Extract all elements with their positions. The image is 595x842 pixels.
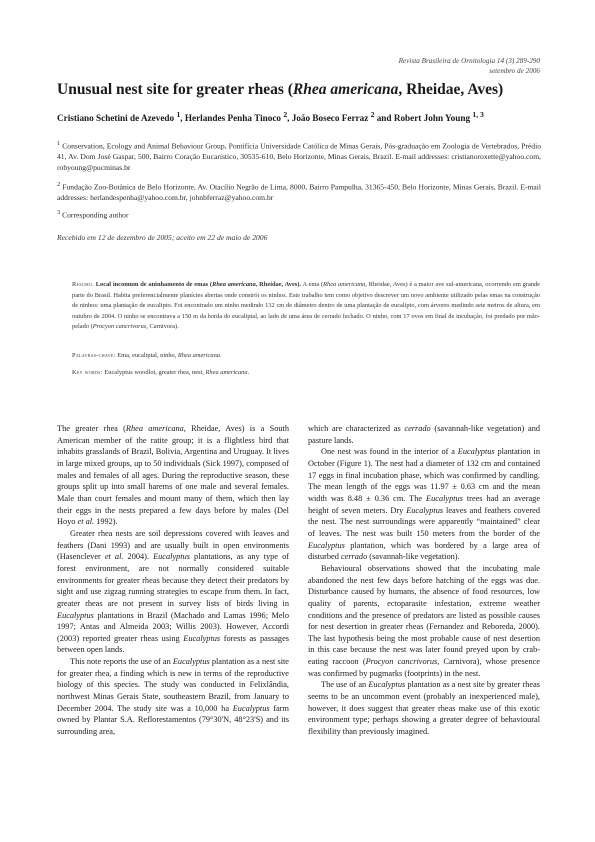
- received-date: Recebido em 12 de dezembro de 2005; aceito em 22 de maio de 2006: [57, 233, 268, 242]
- paragraph: Behavioural observations showed that the incubating male abandoned the nest few days before hatching of the eggs was due. Disturbance caused by humans, the absence of food resources, low quality of parents, ectoparasite infestation, extreme weather conditions and the presence of predators are listed as possible causes for nest desertion in greater rheas (Fernandez and Reboreda, 2000). The last hypothesis being the most probable cause of nest desertion in this case because the nest was later found preyed upon by crab-eating raccoon (Procyon cancrivorus, Carnivora), whose presence was confirmed by pugmarks (footprints) in the nest.: [308, 563, 540, 678]
- paragraph: This note reports the use of an Eucalyptus plantation as a nest site for greater rhea, a finding which is new in terms of the reproductive biology of this species. The study was conducted in Felixlândia, northwest Minas Gerais State, southeastern Brazil, from January to December 2004. The study site was a 10,000 ha Eucalyptus farm owned by Plantar S.A. Reflorestamentos (79°30'N, 48°23'S) and its surrounding area,: [57, 657, 289, 737]
- journal-volume: Revista Brasileira de Ornitologia 14 (3) 289-290: [398, 57, 540, 65]
- key-words: Key words: Eucalyptus woodlot, greater rhea, nest, Rhea americana.: [72, 369, 250, 376]
- affiliation-1: $^1$ Conservation, Ecology and Animal Behaviour Group, Pontifícia Universidade Católica de Minas Gerais, Pós-graduação em Zoologia de Vertebrados, Prédio 41, Av. Dom José Gaspar, 500, Bairro Coração Eucarístico, 30535-610, Belo Horizonte, Minas Gerais, Brazil. E-mail addresses: cristianoroxette@yahoo.com, robyoung@pucminas.br: [57, 140, 541, 172]
- body-column-left: [57, 423, 289, 738]
- paragraph: The use of an Eucalyptus plantation as a nest site by greater rheas seems to be an uncommon event (probably an inexperienced male), however, it does suggest that greater rheas make use of this exotic environment type; perhaps showing a greater degree of behavioural flexibility than previously imagined.: [308, 680, 540, 737]
- paragraph: The greater rhea (Rhea americana, Rheidae, Aves) is a South American member of the ratite group; it is a flightless bird that inhabits grasslands of Brazil, Bolivia, Argentina and Uruguay. It lives in large mixed groups, up to 50 individuals (Sick 1997), composed of males and females of all ages. During the reproductive season, these groups split up into small harems of one male and several females. Male than court females and mount many of them, which then lay their eggs in the nests prepared a few days before by males (Del Hoyo et al. 1992).: [57, 424, 290, 527]
- body-column-right: [308, 423, 540, 738]
- article-title: Unusual nest site for greater rheas (Rhea americana, Rheidae, Aves): [57, 81, 504, 98]
- abstract: Resumo. Local incomum de aninhamento de emas (Rhea americana, Rheidae, Aves). A ema (Rhea americana, Rheidae, Aves) é a maior ave sul-americana, ocorrendo em grande parte do Brasil. Habita preferencialmente planícies abertas onde constrói os ninhos. Este trabalho tem como objetivo descrever um novo ambiente utilizado pelas emas na construção de ninhos: uma plantação de eucalipto. Foi encontrado um ninho medindo 132 cm de diâmetro dentro de uma plantação de eucalipto, com árvores medindo sete metros de altura, em outubro de 2004. O ninho se encontrava a 150 m da borda do eucaliptal, ao lado de uma área de cerrado fechado. O ninho, com 17 ovos em final de incubação, foi predado por mão-pelado (Procyon cancrivorus, Carnivora).: [72, 281, 541, 330]
- affiliation-3: $^3$ Corresponding author: [57, 209, 129, 220]
- abstract-label: Resumo.: [72, 281, 94, 288]
- affiliation-2: $^2$ Fundação Zoo-Botânica de Belo Horizonte, Av. Otacílio Negrão de Lima, 8000, Bairro Pampulha, 31365-450, Belo Horizonte, Minas Gerais, Brazil. E-mail addresses: herlandespenha@yahoo.com.br, johnbferraz@yahoo.com.br: [57, 181, 541, 203]
- paragraph: One nest was found in the interior of a Eucalyptus plantation in October (Figure 1). The nest had a diameter of 132 cm and contained 17 eggs in final incubation phase, which was confirmed by candling. The mean length of the eggs was 11.97 ± 0.63 cm and the mean width was 8.48 ± 0.36 cm. The Eucalyptus trees had an average height of seven meters. Dry Eucalyptus leaves and feathers covered the nest. The nest surroundings were apparently “maintained” clear of leaves. The nest was built 150 meters from the border of the Eucalyptus plantation, which was bordered by a large area of disturbed cerrado (savannah-like vegetation).: [308, 447, 541, 562]
- paragraph: which are characterized as cerrado (savannah-like vegetation) and pasture lands.: [308, 424, 541, 445]
- title-species: Rhea americana: [292, 81, 399, 98]
- palavras-chave: Palavras-chave: Ema, eucaliptal, ninho, Rhea americana.: [72, 352, 222, 359]
- journal-date: setembro de 2006: [489, 67, 540, 75]
- author-list: Cristiano Schetini de Azevedo $^1$, Herlandes Penha Tinoco $^2$, João Boseco Ferraz $^2$ and Robert John Young $^{1, 3}$: [57, 110, 484, 124]
- paragraph: Greater rhea nests are soil depressions covered with leaves and feathers (Dani 1993) and are usually built in open environments (Hasenclever et al. 2004). Eucalyptus plantations, as any type of forest environment, are not normally considered suitable environments for greater rheas because they detect their predators by sight and use zigzag running strategies to escape from them. In fact, greater rheas are not present in survey lists of birds living in Eucalyptus plantations in Brazil (Machado and Lamas 1996; Melo 1997; Antas and Almeida 2003; Willis 2003). However, Accordi (2003) reported greater rheas using Eucalyptus forests as passages between open lands.: [57, 528, 289, 655]
- journal-citation: [399, 56, 540, 76]
